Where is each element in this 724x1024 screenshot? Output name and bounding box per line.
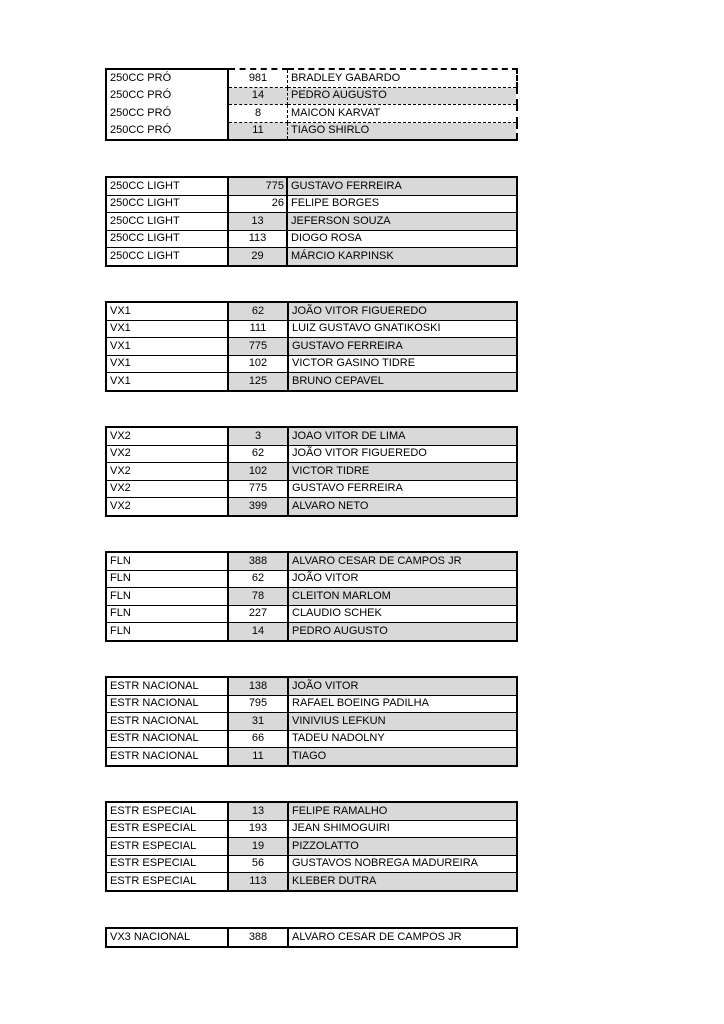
category-cell: FLN: [106, 570, 228, 588]
category-cell: VX2: [106, 427, 228, 445]
results-table-vx2: [105, 426, 518, 517]
table-row: [106, 230, 517, 248]
category-cell: FLN: [106, 552, 228, 570]
table-row: [106, 855, 517, 873]
results-table-vx3-nacional: [105, 927, 518, 948]
rider-name-cell: JOÃO VITOR FIGUEREDO: [288, 445, 517, 463]
rider-name-cell: TIAGO: [288, 748, 517, 766]
table-row: [106, 928, 517, 947]
results-table-estr-nacional: [105, 676, 518, 767]
rider-name-cell: BRUNO CEPAVEL: [288, 373, 517, 391]
table-row: [106, 552, 517, 570]
table-row: [106, 677, 517, 695]
table-row: [106, 87, 517, 105]
table-row: [106, 480, 517, 498]
category-cell: VX2: [106, 445, 228, 463]
table-row: [106, 105, 517, 123]
number-cell: 388: [228, 552, 288, 570]
number-cell: 138: [228, 677, 288, 695]
number-cell: 62: [228, 445, 288, 463]
table-row: [106, 713, 517, 731]
rider-name-cell: FELIPE BORGES: [287, 195, 517, 213]
table-row: [106, 122, 517, 140]
category-cell: 250CC PRÓ: [106, 122, 228, 140]
rider-name-cell: MAICON KARVAT: [288, 105, 518, 123]
results-table-vx1: [105, 301, 518, 392]
category-cell: 250CC PRÓ: [106, 87, 228, 105]
number-cell: 56: [228, 855, 288, 873]
table-row: [106, 695, 517, 713]
rider-name-cell: MÁRCIO KARPINSK: [287, 248, 517, 266]
number-cell: 14: [228, 623, 288, 641]
results-table-250cc-pro: [105, 68, 518, 141]
category-cell: ESTR NACIONAL: [106, 748, 228, 766]
table-row: [106, 213, 517, 231]
table-row: [106, 69, 517, 87]
table-row: [106, 195, 517, 213]
number-cell: 8: [228, 105, 288, 123]
category-cell: ESTR ESPECIAL: [106, 802, 228, 820]
results-table-250cc-light: [105, 176, 518, 267]
category-cell: ESTR NACIONAL: [106, 695, 228, 713]
number-cell: 13: [228, 213, 287, 231]
rider-name-cell: RAFAEL BOEING PADILHA: [288, 695, 517, 713]
category-cell: FLN: [106, 623, 228, 641]
rider-name-cell: JEFERSON SOUZA: [287, 213, 517, 231]
rider-name-cell: VICTOR GASINO TIDRE: [288, 355, 517, 373]
table-row: [106, 498, 517, 516]
category-cell: ESTR ESPECIAL: [106, 838, 228, 856]
number-cell: 102: [228, 355, 288, 373]
rider-name-cell: PIZZOLATTO: [288, 838, 517, 856]
number-cell: 388: [228, 928, 288, 947]
category-cell: 250CC LIGHT: [106, 230, 228, 248]
category-cell: ESTR NACIONAL: [106, 730, 228, 748]
number-cell: 113: [228, 873, 288, 891]
rider-name-cell: KLEBER DUTRA: [288, 873, 517, 891]
category-cell: VX2: [106, 498, 228, 516]
rider-name-cell: JOÃO VITOR: [288, 677, 517, 695]
category-cell: VX3 NACIONAL: [106, 928, 228, 947]
rider-name-cell: TADEU NADOLNY: [288, 730, 517, 748]
number-cell: 14: [228, 87, 288, 105]
table-row: [106, 355, 517, 373]
rider-name-cell: VINIVIUS LEFKUN: [288, 713, 517, 731]
rider-name-cell: JOÃO VITOR: [288, 570, 517, 588]
number-cell: 125: [228, 373, 288, 391]
category-cell: ESTR ESPECIAL: [106, 820, 228, 838]
rider-name-cell: DIOGO ROSA: [287, 230, 517, 248]
table-row: [106, 177, 517, 195]
rider-name-cell: GUSTAVO FERREIRA: [288, 480, 517, 498]
number-cell: 13: [228, 802, 288, 820]
number-cell: 31: [228, 713, 288, 731]
number-cell: 227: [228, 605, 288, 623]
rider-name-cell: JOÃO VITOR FIGUEREDO: [288, 302, 517, 320]
table-row: [106, 463, 517, 481]
results-table-fln: [105, 551, 518, 642]
number-cell: 19: [228, 838, 288, 856]
rider-name-cell: GUSTAVO FERREIRA: [287, 177, 517, 195]
category-cell: ESTR NACIONAL: [106, 713, 228, 731]
rider-name-cell: LUIZ GUSTAVO GNATIKOSKI: [288, 320, 517, 338]
category-cell: 250CC LIGHT: [106, 213, 228, 231]
number-cell: 11: [228, 122, 288, 140]
category-cell: VX1: [106, 320, 228, 338]
number-cell: 193: [228, 820, 288, 838]
category-cell: ESTR ESPECIAL: [106, 855, 228, 873]
rider-name-cell: CLEITON MARLOM: [288, 588, 517, 606]
table-row: [106, 302, 517, 320]
category-cell: FLN: [106, 605, 228, 623]
category-cell: VX2: [106, 463, 228, 481]
category-cell: VX2: [106, 480, 228, 498]
category-cell: 250CC LIGHT: [106, 177, 228, 195]
table-row: [106, 373, 517, 391]
rider-name-cell: VICTOR TIDRE: [288, 463, 517, 481]
table-row: [106, 605, 517, 623]
table-row: [106, 445, 517, 463]
category-cell: ESTR NACIONAL: [106, 677, 228, 695]
number-cell: 775: [228, 177, 287, 195]
category-cell: FLN: [106, 588, 228, 606]
table-row: [106, 820, 517, 838]
table-row: [106, 338, 517, 356]
category-cell: 250CC PRÓ: [106, 105, 228, 123]
rider-name-cell: GUSTAVOS NOBREGA MADUREIRA: [288, 855, 517, 873]
number-cell: 62: [228, 302, 288, 320]
number-cell: 78: [228, 588, 288, 606]
rider-name-cell: JEAN SHIMOGUIRI: [288, 820, 517, 838]
number-cell: 795: [228, 695, 288, 713]
category-cell: ESTR ESPECIAL: [106, 873, 228, 891]
rider-name-cell: JOAO VITOR DE LIMA: [288, 427, 517, 445]
category-cell: VX1: [106, 373, 228, 391]
table-row: [106, 427, 517, 445]
table-row: [106, 730, 517, 748]
category-cell: 250CC LIGHT: [106, 195, 228, 213]
rider-name-cell: TIAGO SHIRLO: [288, 122, 518, 140]
rider-name-cell: GUSTAVO FERREIRA: [288, 338, 517, 356]
number-cell: 66: [228, 730, 288, 748]
table-row: [106, 320, 517, 338]
category-cell: 250CC PRÓ: [106, 69, 228, 87]
number-cell: 11: [228, 748, 288, 766]
table-row: [106, 570, 517, 588]
number-cell: 26: [228, 195, 287, 213]
rider-name-cell: PEDRO AUGUSTO: [288, 87, 518, 105]
number-cell: 111: [228, 320, 288, 338]
number-cell: 399: [228, 498, 288, 516]
number-cell: 3: [228, 427, 288, 445]
number-cell: 113: [228, 230, 287, 248]
number-cell: 102: [228, 463, 288, 481]
rider-name-cell: CLAUDIO SCHEK: [288, 605, 517, 623]
rider-name-cell: ALVARO CESAR DE CAMPOS JR: [288, 928, 517, 947]
category-cell: VX1: [106, 302, 228, 320]
table-row: [106, 802, 517, 820]
table-row: [106, 623, 517, 641]
number-cell: 775: [228, 480, 288, 498]
rider-name-cell: FELIPE RAMALHO: [288, 802, 517, 820]
table-row: [106, 588, 517, 606]
rider-name-cell: ALVARO NETO: [288, 498, 517, 516]
number-cell: 981: [228, 69, 288, 87]
number-cell: 29: [228, 248, 287, 266]
number-cell: 775: [228, 338, 288, 356]
category-cell: VX1: [106, 355, 228, 373]
table-row: [106, 873, 517, 891]
rider-name-cell: BRADLEY GABARDO: [288, 69, 518, 87]
category-cell: VX1: [106, 338, 228, 356]
table-row: [106, 248, 517, 266]
table-row: [106, 838, 517, 856]
table-row: [106, 748, 517, 766]
category-cell: 250CC LIGHT: [106, 248, 228, 266]
number-cell: 62: [228, 570, 288, 588]
results-table-estr-especial: [105, 801, 518, 892]
rider-name-cell: PEDRO AUGUSTO: [288, 623, 517, 641]
rider-name-cell: ALVARO CESAR DE CAMPOS JR: [288, 552, 517, 570]
